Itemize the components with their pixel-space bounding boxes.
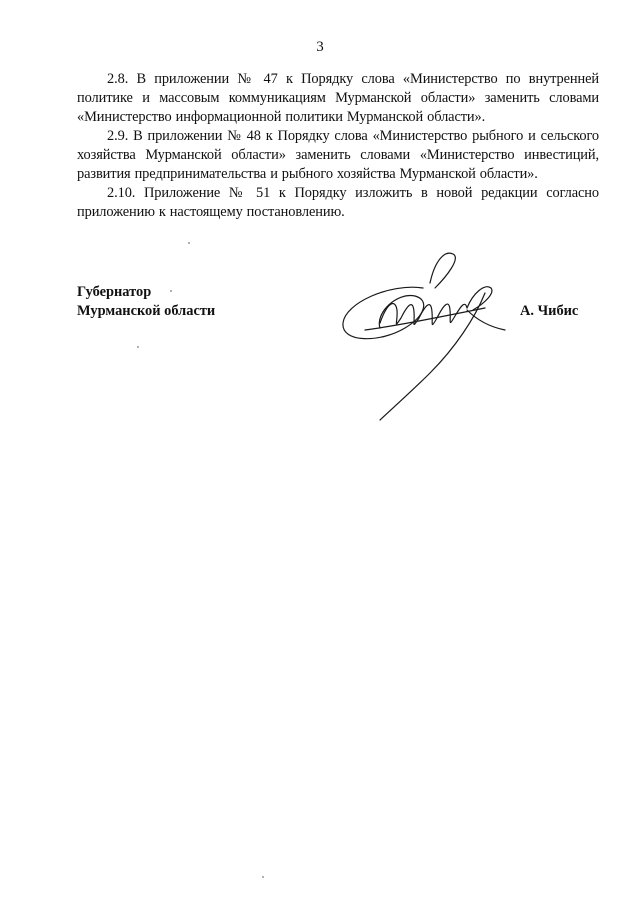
signatory-name: А. Чибис (520, 303, 579, 319)
paragraph-2-8: 2.8. В приложении № 47 к Порядку слова «Министерство по внутренней политике и массовым коммуникациям Мурманской области» заменить словами «Министерство информационной политики Мурманской области». (77, 71, 599, 125)
scan-speck (137, 346, 139, 348)
document-body (77, 70, 599, 222)
page-number: 3 (316, 39, 324, 55)
scan-speck (262, 876, 264, 878)
paragraph-2-10: 2.10. Приложение № 51 к Порядку изложить в новой редакции согласно приложению к настоящему постановлению. (77, 185, 599, 220)
scan-speck (170, 290, 172, 292)
paragraph-2-9: 2.9. В приложении № 48 к Порядку слова «Министерство рыбного и сельского хозяйства Мурманской области» заменить словами «Министерство инвестиций, развития предпринимательства и рыбного хозяйства Мурманской области». (77, 128, 599, 182)
scan-speck (188, 242, 190, 244)
signatory-position-line1: Губернатор (77, 284, 152, 300)
handwritten-signature (335, 248, 510, 428)
signatory-position-line2: Мурманской области (77, 303, 216, 319)
signatory-position (77, 283, 215, 321)
